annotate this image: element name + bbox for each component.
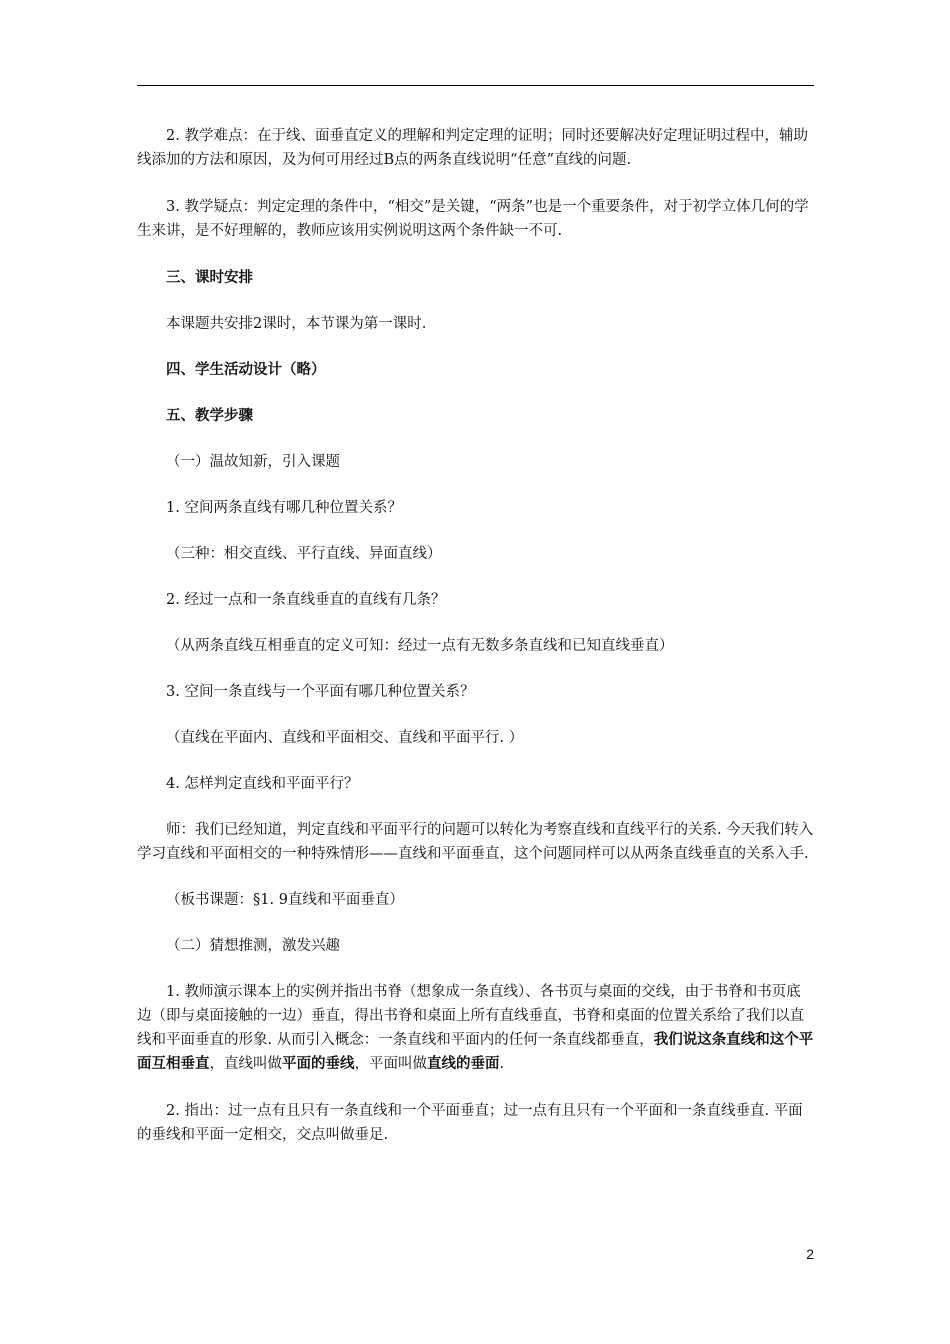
question-3: 3. 空间一条直线与一个平面有哪几种位置关系？ xyxy=(166,684,475,700)
paragraph-teaching-difficulty: 2. 教学难点：在于线、面垂直定义的理解和判定定理的证明；同时还要解决好定理证明过程中，辅助线添加的方法和原因，及为何可用经过B点的两条直线说明“任意”直线的问题. xyxy=(137,128,808,168)
document-body xyxy=(137,124,814,1147)
paragraph-demonstration xyxy=(137,980,814,1076)
demo-text-2: ，直线叫做 xyxy=(209,1056,282,1072)
page-number: 2 xyxy=(806,1246,814,1262)
section-heading-teaching-steps: 五、教学步骤 xyxy=(166,408,253,424)
paragraph-point-out: 2. 指出：过一点有且只有一条直线和一个平面垂直；过一点有且只有一个平面和一条直线垂直. 平面的垂线和平面一定相交，交点叫做垂足. xyxy=(137,1103,803,1143)
board-title: （板书课题：§1. 9直线和平面垂直） xyxy=(166,892,404,908)
answer-1: （三种：相交直线、平行直线、异面直线） xyxy=(166,546,442,562)
question-4: 4. 怎样判定直线和平面平行？ xyxy=(166,776,359,792)
step-title-review: （一）温故知新，引入课题 xyxy=(166,454,340,470)
question-2: 2. 经过一点和一条直线垂直的直线有几条？ xyxy=(166,592,446,608)
answer-2: （从两条直线互相垂直的定义可知：经过一点有无数多条直线和已知直线垂直） xyxy=(166,638,674,654)
demo-text-4: . xyxy=(499,1056,505,1072)
header-rule xyxy=(137,85,814,86)
paragraph-schedule: 本课题共安排2课时，本节课为第一课时. xyxy=(166,316,427,332)
demo-text-3: ，平面叫做 xyxy=(354,1056,427,1072)
section-heading-schedule: 三、课时安排 xyxy=(166,270,253,286)
step-title-guess: （二）猜想推测，激发兴趣 xyxy=(166,938,340,954)
demo-bold-perpendicular-plane: 直线的垂面 xyxy=(427,1055,500,1072)
paragraph-teacher-explanation: 师：我们已经知道，判定直线和平面平行的问题可以转化为考察直线和直线平行的关系. 今天我们转入学习直线和平面相交的一种特殊情形——直线和平面垂直，这个问题同样可以从两条直线垂直的关系入手. xyxy=(137,822,814,862)
paragraph-teaching-doubt: 3. 教学疑点：判定定理的条件中，“相交”是关键，“两条”也是一个重要条件，对于初学立体几何的学生来讲，是不好理解的，教师应该用实例说明这两个条件缺一不可. xyxy=(137,199,809,239)
question-1: 1. 空间两条直线有哪几种位置关系？ xyxy=(166,500,402,516)
demo-bold-perpendicular-line: 平面的垂线 xyxy=(282,1055,355,1072)
section-heading-student-activity: 四、学生活动设计（略） xyxy=(166,362,326,378)
answer-3: （直线在平面内、直线和平面相交、直线和平面平行. ） xyxy=(166,730,524,746)
demo-text-1: 1. 教师演示课本上的实例并指出书脊（想象成一条直线）、各书页与桌面的交线，由于书脊和书页底边（即与桌面接触的一边）垂直，得出书脊和桌面上所有直线垂直，书脊和桌面的位置关系给了我们以直线和平面垂直的形象. 从而引入概念：一条直线和平面内的任何一条直线都垂直， xyxy=(137,984,804,1048)
demo-bold-definition: 我们说这条直线和这个平面互相垂直 xyxy=(137,1031,814,1072)
